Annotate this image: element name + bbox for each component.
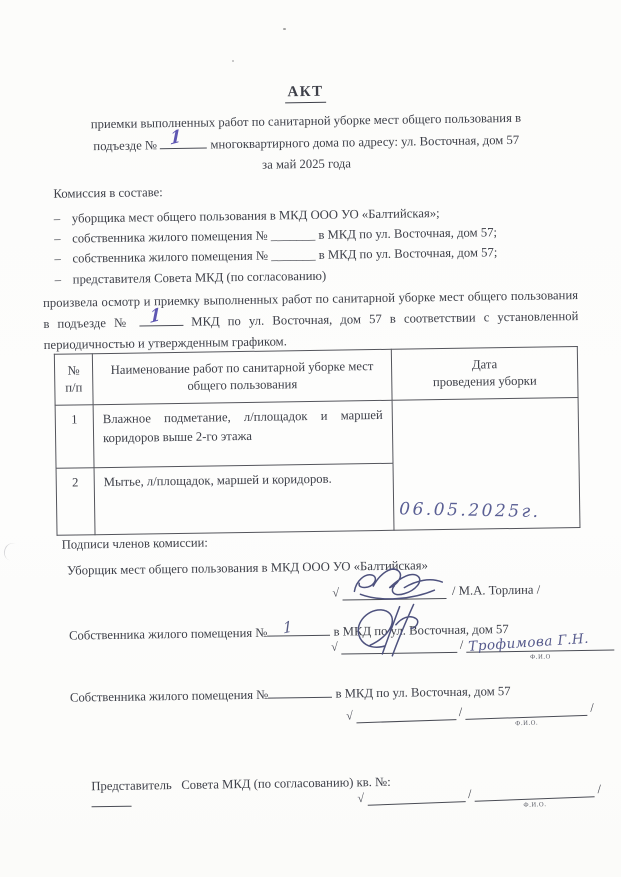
intro-line-2-pre: подъезде № xyxy=(93,137,158,153)
cleaner-signature-row xyxy=(332,583,540,601)
member-text: уборщика мест общего пользования в МКД ООО УО «Балтийская»; xyxy=(71,206,440,226)
fio-caption: Ф.И.О. xyxy=(523,801,547,809)
owner1-label-pre: Собственника жилого помещения № xyxy=(68,625,268,643)
representative-label-text: Представитель Совета МКД (по согласованию) кв. №: xyxy=(91,774,391,794)
works-table xyxy=(54,346,581,536)
representative-signature-row xyxy=(357,781,604,809)
table-row xyxy=(55,398,579,469)
cleaner-printed-name: / М.А. Торлина / xyxy=(451,582,541,598)
member-text: собственника жилого помещения № _______ в МКД по ул. Восточная, дом 57; xyxy=(72,225,498,246)
handwritten-entrance-number: 1 xyxy=(170,126,183,150)
owner2-apartment-blank xyxy=(268,685,332,699)
owner1-signature-line xyxy=(341,638,457,655)
column-header-number xyxy=(54,354,93,406)
owner2-name-line xyxy=(465,701,587,728)
owner1-label-post: в МКД по ул. Восточная, дом 57 xyxy=(333,622,509,639)
statement-part-1: произвела осмотр и приемку выполненных работ по санитарной уборке мест общего пользования в подъезде № xyxy=(42,288,579,331)
owner2-label-post: в МКД по ул. Восточная, дом 57 xyxy=(335,684,511,701)
header-date-line1: Дата xyxy=(471,357,498,372)
member-text: представителя Совета МКД (по согласованию) xyxy=(72,268,327,287)
commission-member-list xyxy=(54,201,582,290)
intro-paragraph xyxy=(37,107,575,179)
header-date-line2: проведения уборки xyxy=(432,373,537,390)
work-description: Влажное подметание, л/площадок и маршей коридоров выше 2-го этажа xyxy=(93,400,393,467)
handwritten-signature-owner1 xyxy=(344,601,445,658)
statement-paragraph xyxy=(43,285,579,355)
scan-speck xyxy=(283,28,286,30)
owner2-signature-row xyxy=(346,700,597,728)
fio-caption: Ф.И.О. xyxy=(515,719,539,728)
representative-signature-line xyxy=(367,787,465,806)
entrance-number-blank-2 xyxy=(139,304,183,329)
representative-apartment-blank xyxy=(91,794,131,808)
slash-separator: / xyxy=(597,781,602,797)
header-number-line1: № xyxy=(67,363,80,378)
commission-heading: Комиссия в составе: xyxy=(53,185,163,201)
intro-line-1: приемки выполненных работ по санитарной уборке мест общего пользования в xyxy=(90,110,522,132)
dash-bullet: – xyxy=(53,211,61,226)
title-row xyxy=(0,79,616,107)
table-header-row xyxy=(54,347,578,406)
owner1-name-line xyxy=(466,630,614,661)
document-title: АКТ xyxy=(285,84,325,104)
check-mark: √ xyxy=(346,708,354,723)
scan-speck xyxy=(232,60,234,62)
fio-caption: Ф.И.О xyxy=(530,653,551,661)
intro-line-2-post: многоквартирного дома по адресу: ул. Восточная, дом 57 xyxy=(210,132,520,151)
slash-separator: / xyxy=(458,704,463,720)
cleaner-signature-label: Уборщик мест общего пользования в МКД ООО УО «Балтийская» xyxy=(66,558,428,578)
work-description: Мытье, л/площадок, маршей и коридоров. xyxy=(94,463,394,534)
statement-part-2: МКД по ул. Восточная, дом 57 в соответствии с установленной периодичностью и утвержденным графиком. xyxy=(43,308,579,352)
handwritten-entrance-number-2: 1 xyxy=(149,304,161,329)
entrance-number-blank xyxy=(160,126,207,150)
handwritten-signature-cleaner xyxy=(346,563,451,605)
column-header-work: Наименование работ по санитарной уборке мест общего пользования xyxy=(92,349,392,404)
dash-bullet: – xyxy=(54,272,62,287)
cleaning-date-cell xyxy=(392,398,580,531)
column-header-date xyxy=(391,347,578,401)
handwritten-apartment-number: 1 xyxy=(283,617,294,638)
check-mark: √ xyxy=(332,585,340,600)
representative-label xyxy=(72,760,391,827)
intro-line-3: за май 2025 года xyxy=(262,156,352,172)
slash-separator: / xyxy=(459,637,464,652)
handwritten-owner1-name: Трофимова Г.Н. xyxy=(467,630,590,655)
check-mark: √ xyxy=(357,790,365,806)
signatures-heading: Подписи членов комиссии: xyxy=(61,535,208,552)
header-number-line2: п/п xyxy=(65,380,83,395)
owner1-apartment-blank xyxy=(267,617,330,638)
cleaner-signature-line xyxy=(342,584,446,601)
owner2-label-pre: Собственника жилого помещения № xyxy=(69,687,269,705)
slash-separator: / xyxy=(590,700,595,715)
row-number: 2 xyxy=(56,468,95,536)
handwritten-cleaning-date: 06.05.2025г. xyxy=(399,498,541,522)
owner2-label xyxy=(70,682,511,706)
owner2-signature-line xyxy=(356,705,456,723)
row-number: 1 xyxy=(55,405,94,469)
member-text: собственника жилого помещения № _______ в МКД по ул. Восточная, дом 57; xyxy=(72,245,498,266)
check-mark: √ xyxy=(331,639,338,654)
dash-bullet: – xyxy=(54,231,61,246)
representative-name-line xyxy=(474,782,594,809)
dash-bullet: – xyxy=(54,252,61,267)
slash-separator: / xyxy=(467,786,472,801)
